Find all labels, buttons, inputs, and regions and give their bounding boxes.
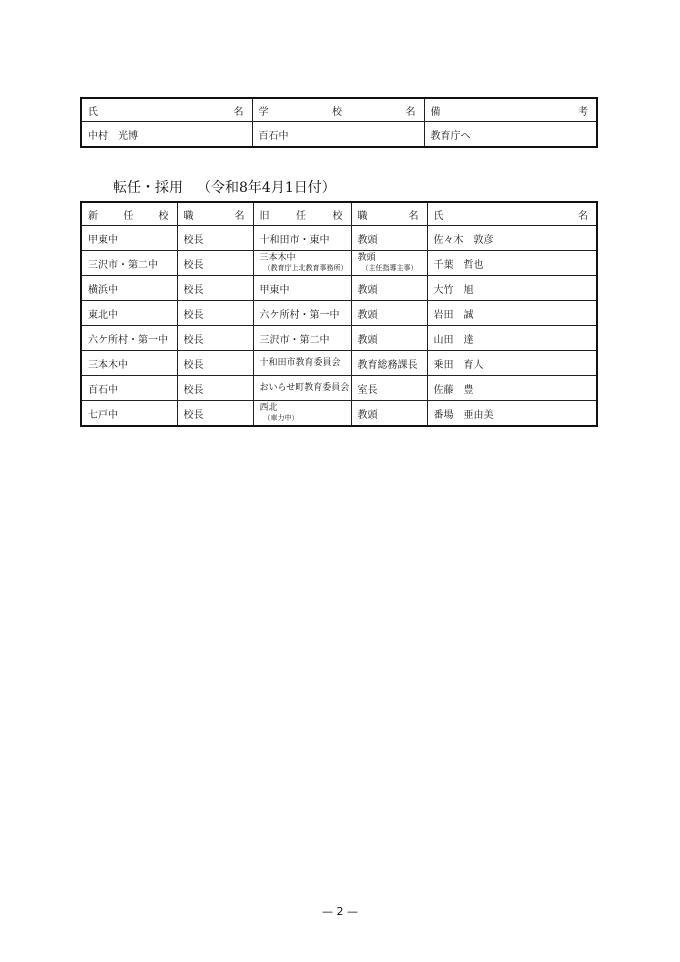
cell-old-position: 室長 <box>351 376 427 401</box>
cell-old-school: 十和田市・東中 <box>253 226 351 251</box>
header-new-school: 新 任 校 <box>81 202 177 226</box>
cell-name: 中村 光博 <box>81 122 252 148</box>
cell-position: 校長 <box>177 251 253 276</box>
cell-name: 佐藤 豊 <box>427 376 597 401</box>
table-row <box>81 401 597 427</box>
cell-new-school: 六ケ所村・第一中 <box>81 326 177 351</box>
cell-name: 乗田 育人 <box>427 351 597 376</box>
header-name: 氏 名 <box>427 202 597 226</box>
table-row <box>81 301 597 326</box>
table-row <box>81 351 597 376</box>
cell-position: 校長 <box>177 301 253 326</box>
table-header-row <box>81 202 597 226</box>
cell-old-position: 教頭 <box>351 326 427 351</box>
cell-name: 佐々木 敦彦 <box>427 226 597 251</box>
header-school: 学 校 名 <box>252 98 424 122</box>
cell-remarks: 教育庁へ <box>424 122 597 148</box>
cell-old-school: 三沢市・第二中 <box>253 326 351 351</box>
cell-position: 校長 <box>177 376 253 401</box>
cell-old-school: 三本木中 （教育庁上北教育事務所） <box>253 251 351 276</box>
appointment-table <box>80 201 598 427</box>
cell-name: 岩田 誠 <box>427 301 597 326</box>
cell-new-school: 七戸中 <box>81 401 177 427</box>
cell-name: 大竹 旭 <box>427 276 597 301</box>
cell-new-school: 甲東中 <box>81 226 177 251</box>
cell-position: 校長 <box>177 226 253 251</box>
transfer-out-table <box>80 97 598 148</box>
cell-old-position: 教頭 <box>351 301 427 326</box>
cell-old-school: 甲東中 <box>253 276 351 301</box>
cell-name: 千葉 哲也 <box>427 251 597 276</box>
table-row <box>81 251 597 276</box>
header-old-position: 職 名 <box>351 202 427 226</box>
cell-old-position: 教頭 （主任指導主事） <box>351 251 427 276</box>
table-row <box>81 326 597 351</box>
cell-name: 番場 亜由美 <box>427 401 597 427</box>
cell-new-school: 東北中 <box>81 301 177 326</box>
cell-old-school: おいらせ町教育委員会 <box>253 376 351 401</box>
cell-old-school: 西北 （車力中） <box>253 401 351 427</box>
cell-old-school: 六ケ所村・第一中 <box>253 301 351 326</box>
section-date: （令和8年4月1日付） <box>197 180 336 196</box>
page-number: — 2 — <box>322 905 358 918</box>
cell-position: 校長 <box>177 401 253 427</box>
table-row <box>81 376 597 401</box>
cell-school: 百石中 <box>252 122 424 148</box>
cell-new-school: 百石中 <box>81 376 177 401</box>
section-heading <box>113 177 336 197</box>
cell-new-school: 三本木中 <box>81 351 177 376</box>
cell-position: 校長 <box>177 351 253 376</box>
cell-old-school: 十和田市教育委員会 <box>253 351 351 376</box>
cell-position: 校長 <box>177 326 253 351</box>
cell-position: 校長 <box>177 276 253 301</box>
header-old-school: 旧 任 校 <box>253 202 351 226</box>
header-remarks: 備 考 <box>424 98 597 122</box>
table-row <box>81 276 597 301</box>
cell-name: 山田 達 <box>427 326 597 351</box>
cell-new-school: 横浜中 <box>81 276 177 301</box>
cell-old-position: 教頭 <box>351 276 427 301</box>
table-row <box>81 122 597 148</box>
cell-new-school: 三沢市・第二中 <box>81 251 177 276</box>
table-header-row <box>81 98 597 122</box>
header-name: 氏 名 <box>81 98 252 122</box>
cell-old-position: 教頭 <box>351 401 427 427</box>
section-title: 転任・採用 <box>113 180 183 196</box>
table-row <box>81 226 597 251</box>
cell-old-position: 教頭 <box>351 226 427 251</box>
header-position: 職 名 <box>177 202 253 226</box>
cell-old-position: 教育総務課長 <box>351 351 427 376</box>
